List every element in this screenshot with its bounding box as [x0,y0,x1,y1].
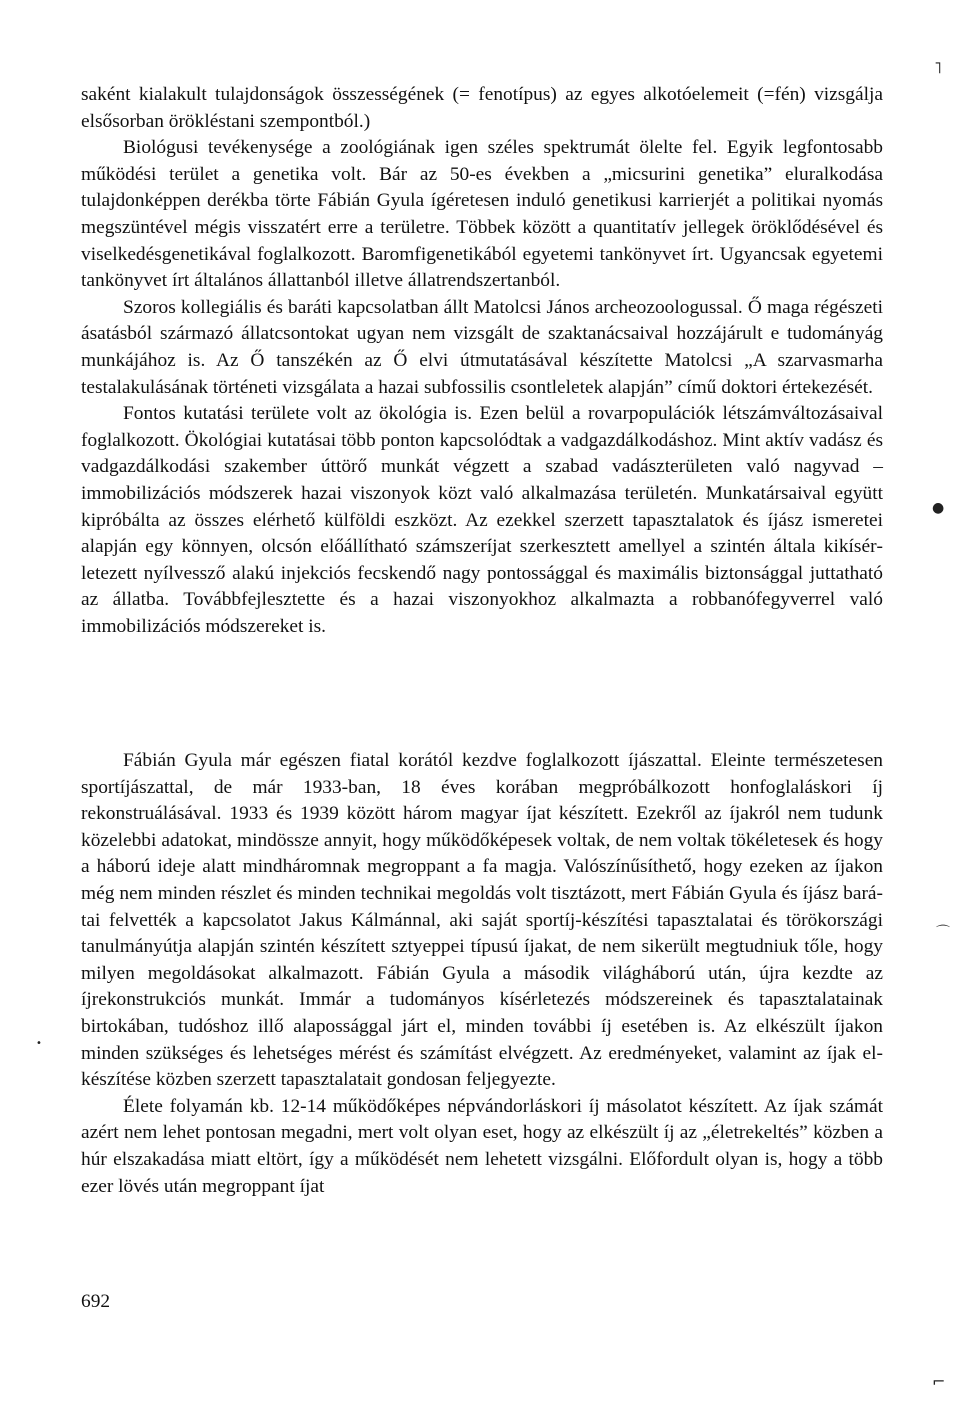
paragraph-biologist-activity: Biológusi tevékenysége a zoológiának igen széles spektrumát ölelte fel. Egyik legfontosabb működési terület a genetika volt. Bár az 50-es években a „micsurini genetika” eluralkodása tulajdonképpen derékba törte Fábián Gyula ígéretesen induló genetikusi karrierjét a politikai nyomás megszüntével mégis visszatért erre a területre. Többek között a quantitatív jellegek öröklődésével és viselkedésgenetikával foglalkozott. Baromfigenetikából egyetemi tankönyvet írt. Ugyancsak egyetemi tankönyvet írt általános állattanból illetve állatrendszertanból. [81,137,883,292]
paragraph-ecology: Fontos kutatási területe volt az ökológia is. Ezen belül a rovarpopulációk létszámváltozásaival foglalkozott. Ökológiai kutatásai több ponton kapcsolódtak a vadgazdálkodáshoz. Mint aktív vadász és vadgazdálkodási szakember úttörő munkát végzett a szabad vadászterületen való nagyvad – immobilizációs módszerek hazai viszonyok közt való alkalmazása területén. Munkatársaival együtt kipróbálta az összes elérhető külföldi eszközt. Az ezekkel szerzett tapasztalatok és íjász ismeretei alapján egy könnyen, olcsón előállítható számszeríjat szerkesztett amellyel a szintén általa kikísérletezett nyílvessző alakú injekciós fecskendő nagy pontossággal és maximális biztonsággal juttatható az állatba. Továbbfejlesztette és a hazai viszonyokhoz alkalmazta a robbanófegyverrel való immobilizációs módszereket is. [81,403,883,637]
paragraph-continuation: saként kialakult tulajdonságok összességének (= fenotípus) az egyes alkotóelemeit (=fén) vizsgálja elsősorban örökléstani szempontból.) [81,84,883,132]
scan-mark-bottom-icon: ⌐ [932,1372,946,1391]
text-block-two [81,748,883,1200]
page-number: 692 [81,1291,111,1312]
scan-mark-top-icon: ˥ [934,58,942,77]
text-block-one [81,82,883,640]
scan-dot-left-icon: • [36,1038,42,1049]
paragraph-bow-copies: Élete folyamán kb. 12-14 működőképes népvándorláskori íj másolatot készített. Az íjak számát azért nem lehet pontosan megadni, mert volt olyan eset, hogy az elkészült íj az „életrekeltés” közben a húr elszakadása miatt eltört, így a működését nem lehetett vizsgálni. Előfordult olyan is, hogy a több ezer lövés után megroppant íjat [81,1095,883,1197]
paragraph-matolcsi: Szoros kollegiális és baráti kapcsolatban állt Matolcsi János archeozoologussal. Ő maga régészeti ásatásból származó állatcsontokat ugyan nem vizsgált de szaktanácsaival hozzájárult e tudományág munkájához is. Az Ő tanszékén az Ő elvi útmutatásával készítette Matolcsi „A szarvasmarha testalakulásának történeti vizsgálata a hazai subfossilis csontleletek alapján” című doktori értekezését. [81,296,883,398]
scan-dot-right-icon: ● [932,500,945,516]
paragraph-archery: Fábián Gyula már egészen fiatal korától kezdve foglalkozott íjászattal. Eleinte természetesen sportíjászattal, de már 1933-ban, 18 éves korában megpróbálkozott honfoglaláskori íj rekonstruálásával. 1933 és 1939 között három magyar íjat készített. Ezekről az íjakról nem tudunk közelebbi adatokat, mindössze annyit, hogy működőképesek voltak, de nem voltak tökéletesek és hogy a háború ideje alatt mindháromnak megroppant a fa magja. Valószínűsíthető, hogy ezeken az íjakon még nem minden részlet és minden technikai megoldás volt tisztázott, mert Fábián Gyula és íjász barátai felvették a kapcsolatot Jakus Kálmánnal, aki saját sportíj-készítési tapasztalatai és törökországi tanulmányútja alapján szintén készített sztyeppei típusú íjakat, de nem sikerült megtudniuk tőle, hogy milyen megoldásokat alkalmazott. Fábián Gyula a második világháború után, újra kezdte az íjrekonstrukciós munkát. Immár a tudományos kísérletezés módszereinek és tapasztalatainak birtokában, tudóshoz illő alapossággal járt el, minden további íj esetében is. Az elkészült íjakon minden szükséges és lehetséges mérést és számítást elvégzett. Az eredményeket, valamint az íjak elkészítése közben szerzett tapasztalatait gondosan feljegyezte. [81,750,883,1091]
scan-squiggle-icon: ⌒ [936,925,950,941]
